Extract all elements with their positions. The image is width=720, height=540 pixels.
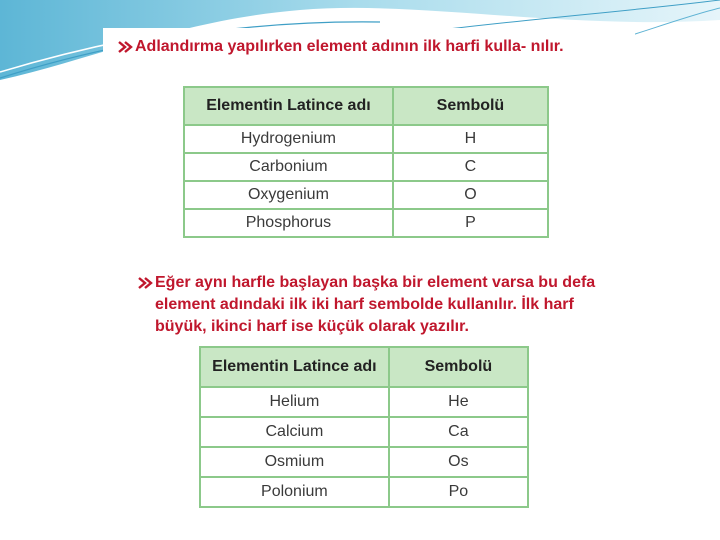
latin-name-cell: Helium (200, 387, 389, 417)
latin-name-cell: Phosphorus (184, 209, 393, 237)
rule-2-text: Eğer aynı harfle başlayan başka bir element varsa bu defa element adındaki ilk iki harf sembolde kullanılır. İlk harf büyük, ikinci harf ise küçük olarak yazılır. (155, 274, 596, 335)
table-row (200, 477, 528, 507)
latin-name-cell: Osmium (200, 447, 389, 477)
symbol-cell: He (389, 387, 528, 417)
latin-name-cell: Oxygenium (184, 181, 393, 209)
element-symbol-table-1 (183, 86, 549, 238)
element-symbol-table-2 (199, 346, 529, 508)
column-header-latin-name: Elementin Latince adı (200, 347, 389, 387)
table-row (200, 387, 528, 417)
table-row (184, 125, 548, 153)
latin-name-cell: Calcium (200, 417, 389, 447)
rule-panel-2 (123, 260, 611, 512)
latin-name-cell: Polonium (200, 477, 389, 507)
table-row (200, 417, 528, 447)
column-header-symbol: Sembolü (389, 347, 528, 387)
double-chevron-right-icon (117, 39, 135, 55)
symbol-cell: P (393, 209, 548, 237)
symbol-cell: Os (389, 447, 528, 477)
double-chevron-right-icon (137, 275, 155, 291)
latin-name-cell: Carbonium (184, 153, 393, 181)
column-header-latin-name: Elementin Latince adı (184, 87, 393, 125)
symbol-cell: H (393, 125, 548, 153)
rule-2 (137, 272, 607, 338)
symbol-cell: Po (389, 477, 528, 507)
rule-1-text: Adlandırma yapılırken element adının ilk harfi kulla- nılır. (135, 38, 564, 55)
table-row (184, 153, 548, 181)
column-header-symbol: Sembolü (393, 87, 548, 125)
table-row (184, 181, 548, 209)
table-header-row (200, 347, 528, 387)
symbol-cell: Ca (389, 417, 528, 447)
rule-panel-1 (103, 28, 635, 246)
latin-name-cell: Hydrogenium (184, 125, 393, 153)
symbol-cell: O (393, 181, 548, 209)
rule-1 (117, 36, 625, 58)
symbol-cell: C (393, 153, 548, 181)
table-row (200, 447, 528, 477)
table-header-row (184, 87, 548, 125)
table-row (184, 209, 548, 237)
